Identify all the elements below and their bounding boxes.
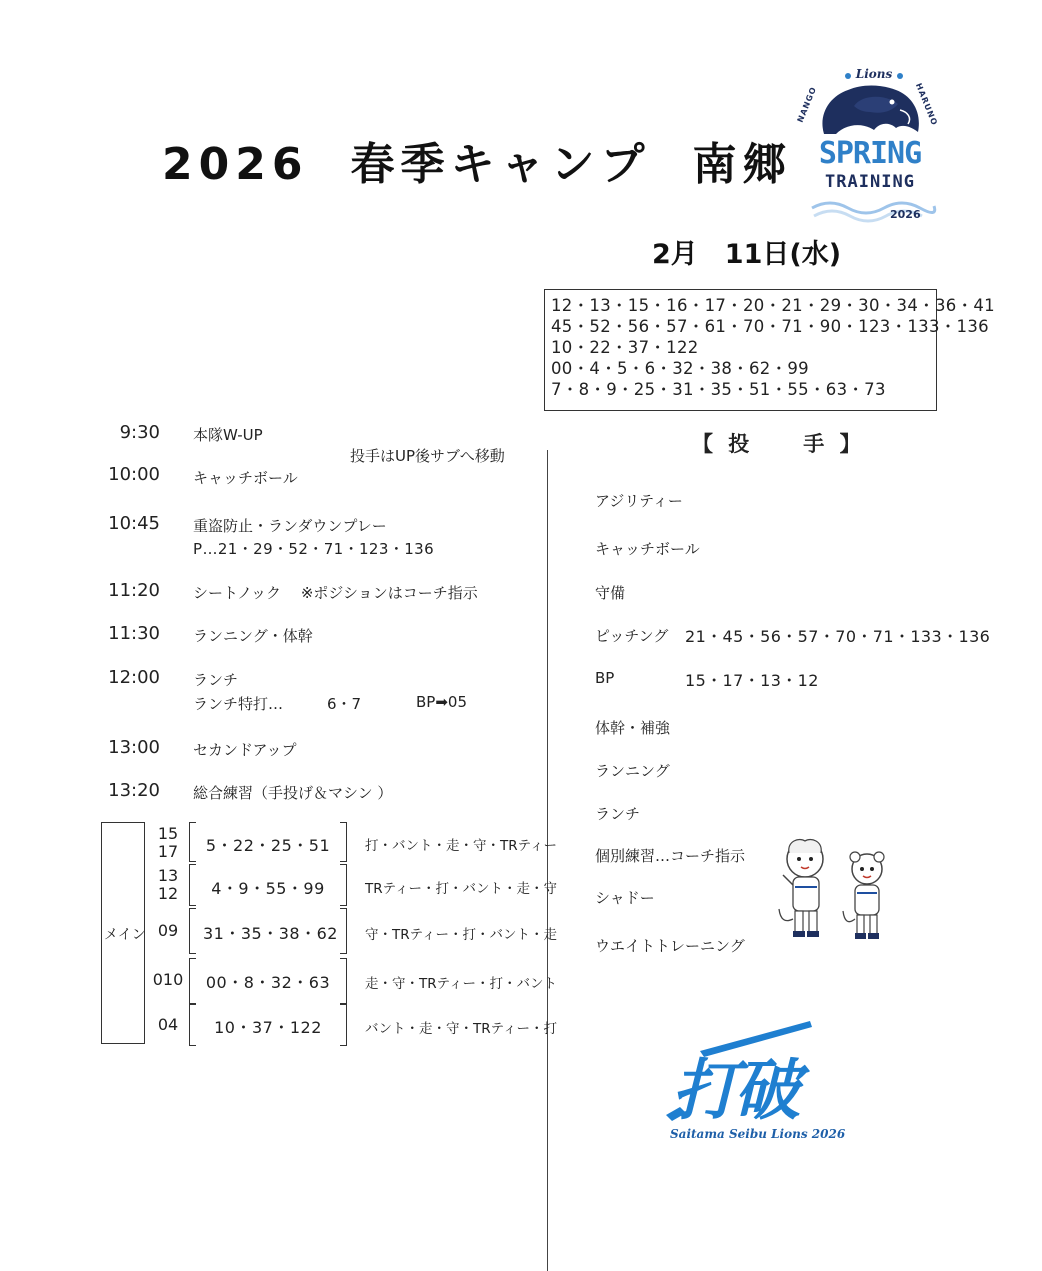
group-numbers: 00・8・32・63 [205, 973, 331, 992]
column-divider [547, 450, 548, 1271]
group-drills: バント・走・守・TRティー・打 [365, 1021, 558, 1037]
group-id: 13 [157, 866, 179, 885]
pitcher-item: BP [595, 669, 615, 687]
schedule-item: セカンドアップ [193, 741, 297, 759]
schedule-time: 11:30 [108, 623, 160, 644]
pitcher-item: シャドー [595, 889, 655, 907]
bracket-right [340, 1004, 347, 1046]
group-numbers: 10・37・122 [214, 1018, 322, 1037]
schedule-time: 13:20 [108, 780, 160, 801]
schedule-item: シートノック ※ポジションはコーチ指示 [193, 584, 478, 602]
slogan-caption: Saitama Seibu Lions 2026 [670, 1127, 846, 1141]
slogan-text: 打破 [672, 1051, 796, 1129]
mascot-illustration [775, 835, 895, 947]
bracket-right [340, 864, 347, 906]
pitcher-item: キャッチボール [595, 540, 700, 558]
schedule-item: ランニング・体幹 [193, 627, 313, 645]
schedule-note: 投手はUP後サブへ移動 [350, 447, 505, 465]
schedule-time: 13:00 [108, 737, 160, 758]
roster-line: 7・8・9・25・31・35・51・55・63・73 [551, 380, 886, 399]
roster-line: 12・13・15・16・17・20・21・29・30・34・36・41 [551, 296, 995, 315]
pitcher-item: アジリティー [595, 492, 683, 510]
rotation-label: メイン [104, 927, 146, 943]
group-drills: 守・TRティー・打・バント・走 [365, 927, 558, 943]
group-drills: 走・守・TRティー・打・バント [365, 976, 558, 992]
schedule-date: 2月 11日(水) [652, 239, 842, 270]
group-numbers: 31・35・38・62 [203, 924, 338, 943]
schedule-item: 本隊W-UP [193, 426, 263, 444]
pitcher-item: 個別練習…コーチ指示 [595, 847, 746, 865]
logo-left-text: NANGO [795, 85, 819, 124]
group-drills: 打・バント・走・守・TRティー [365, 838, 558, 854]
bracket-right [340, 958, 347, 1004]
group-numbers: 5・22・25・51 [205, 836, 331, 855]
lunch-batting-bp: BP➡05 [416, 693, 467, 711]
bracket-left [189, 908, 196, 954]
bracket-left [189, 864, 196, 906]
bracket-left [189, 822, 196, 862]
pitcher-item: ピッチング [595, 627, 669, 645]
schedule-item: 総合練習（手投げ＆マシン ） [193, 784, 393, 802]
spring-training-logo [795, 66, 940, 226]
bracket-right [340, 908, 347, 954]
pitcher-item: ランニング [595, 762, 670, 780]
schedule-time: 9:30 [119, 422, 160, 443]
logo-brand: Lions [855, 67, 893, 81]
bp-players: 15・17・13・12 [685, 671, 819, 690]
schedule-item: ランチ [193, 671, 239, 689]
roster-box [544, 289, 995, 411]
bracket-left [189, 958, 196, 1004]
pitcher-item: ランチ [595, 805, 641, 823]
group-id: 04 [157, 1015, 179, 1034]
pitcher-item: 体幹・補強 [595, 719, 671, 737]
pitcher-item: 守備 [595, 584, 626, 602]
roster-line: 00・4・5・6・32・38・62・99 [551, 359, 809, 378]
roster-line: 10・22・37・122 [551, 338, 699, 357]
schedule-item: キャッチボール [193, 469, 298, 487]
pitchers-heading: 【 投 手 】 [692, 432, 865, 456]
logo-right-text: HARUNO [913, 81, 940, 128]
pitcher-item: ウエイトトレーニング [595, 937, 745, 955]
schedule-subitem: P…21・29・52・71・123・136 [193, 540, 435, 558]
group-drills: TRティー・打・バント・走・守 [365, 881, 558, 897]
schedule-time: 10:45 [108, 513, 160, 534]
lunch-batting-players: 6・7 [327, 695, 362, 713]
group-id: 15 [157, 824, 179, 843]
group-id: 12 [157, 884, 179, 903]
group-id: 010 [152, 970, 184, 989]
logo-year: 2026 [890, 208, 921, 221]
bracket-left [189, 1004, 196, 1046]
schedule-time: 11:20 [108, 580, 160, 601]
title-location: 南郷 [692, 139, 793, 190]
pitching-players: 21・45・56・57・70・71・133・136 [685, 627, 991, 646]
bracket-right [340, 822, 347, 862]
schedule-time: 12:00 [108, 667, 160, 688]
title-year: 2026 [162, 139, 309, 190]
lunch-batting-label: ランチ特打… [193, 695, 284, 713]
group-id: 09 [157, 921, 179, 940]
group-numbers: 4・9・55・99 [211, 879, 325, 898]
schedule-time: 10:00 [108, 464, 160, 485]
roster-line: 45・52・56・57・61・70・71・90・123・133・136 [551, 317, 989, 336]
logo-line2: TRAINING [825, 172, 915, 192]
slogan-logo [660, 1015, 845, 1150]
title-text: 春季キャンプ [350, 139, 651, 190]
page-title [162, 128, 792, 192]
schedule-item: 重盗防止・ランダウンプレー [193, 517, 387, 535]
group-id: 17 [157, 842, 179, 861]
logo-line1: SPRING [818, 136, 922, 171]
